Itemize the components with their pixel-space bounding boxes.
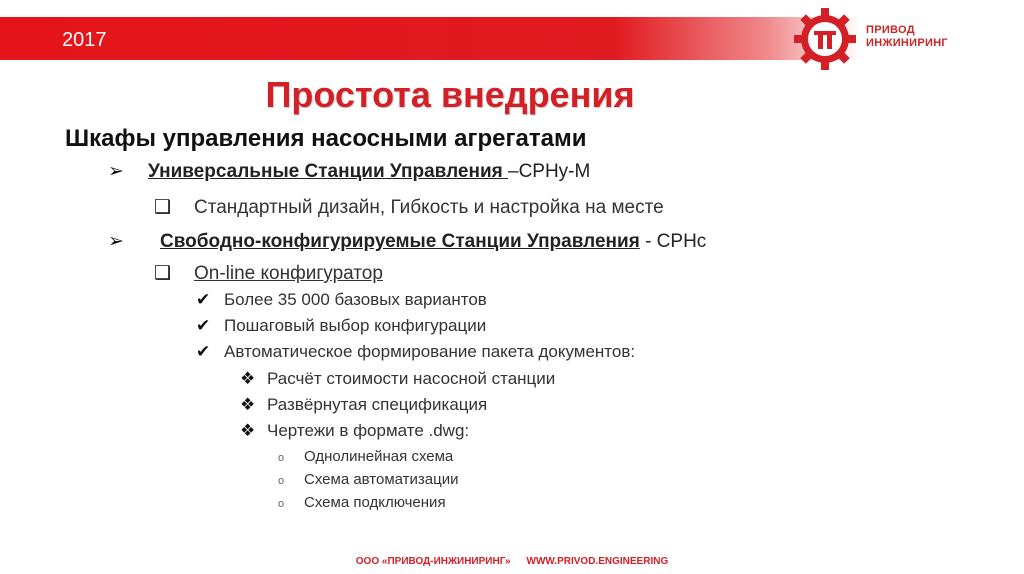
list-item: ❑ Стандартный дизайн, Гибкость и настройка на месте bbox=[154, 197, 664, 218]
list-item: ✔ Автоматическое формирование пакета документов: bbox=[196, 342, 636, 361]
list-item: ➢ Универсальные Станции Управления –СРНу-М bbox=[108, 161, 591, 182]
list-item: ❑ On-line конфигуратор bbox=[154, 263, 383, 284]
footer bbox=[0, 556, 1024, 567]
slide-title: Простота внедрения bbox=[265, 74, 635, 115]
logo-text-line1: ПРИВОД bbox=[866, 24, 915, 36]
arrowhead-bullet-icon: ➢ bbox=[108, 231, 124, 252]
circle-bullet-icon: o bbox=[278, 498, 285, 510]
arrowhead-bullet-icon: ➢ bbox=[108, 161, 124, 182]
year-label: 2017 bbox=[62, 29, 107, 51]
list-item: o Схема подключения bbox=[278, 494, 446, 511]
diamond-bullet-icon: ❖ bbox=[240, 369, 256, 388]
gear-logo-icon bbox=[790, 4, 860, 74]
list-item: ❖ Расчёт стоимости насосной станции bbox=[240, 369, 556, 388]
list-item: o Схема автоматизации bbox=[278, 471, 459, 488]
circle-bullet-icon: o bbox=[278, 475, 285, 487]
list-item: ❖ Чертежи в формате .dwg: bbox=[240, 421, 470, 440]
list-item: ✔ Более 35 000 базовых вариантов bbox=[196, 290, 487, 309]
circle-bullet-icon: o bbox=[278, 452, 285, 464]
list-item: ➢ Свободно-конфигурируемые Станции Управления - СРНс bbox=[108, 231, 707, 252]
company-logo bbox=[790, 4, 990, 74]
diamond-bullet-icon: ❖ bbox=[240, 421, 256, 440]
checkmark-bullet-icon: ✔ bbox=[196, 342, 211, 361]
checkbox-bullet-icon: ❑ bbox=[154, 197, 172, 218]
footer-company: ООО «ПРИВОД-ИНЖИНИРИНГ» bbox=[355, 556, 511, 567]
list-item: o Однолинейная схема bbox=[278, 448, 454, 465]
checkbox-bullet-icon: ❑ bbox=[154, 263, 172, 284]
footer-website-link[interactable]: WWW.PRIVOD.ENGINEERING bbox=[526, 556, 669, 567]
checkmark-bullet-icon: ✔ bbox=[196, 290, 211, 309]
diamond-bullet-icon: ❖ bbox=[240, 395, 256, 414]
section-heading: Шкафы управления насосными агрегатами bbox=[65, 125, 587, 152]
list-item: ❖ Развёрнутая спецификация bbox=[240, 395, 488, 414]
checkmark-bullet-icon: ✔ bbox=[196, 316, 211, 335]
logo-text-line2: ИНЖИНИРИНГ bbox=[866, 37, 948, 49]
list-item: ✔ Пошаговый выбор конфигурации bbox=[196, 316, 487, 335]
